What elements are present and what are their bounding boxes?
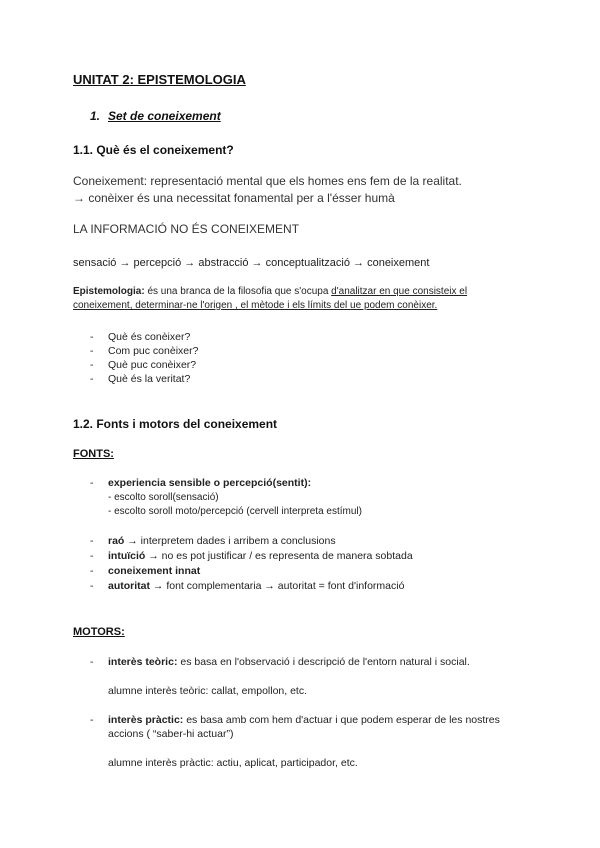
definition-line-1: Coneixement: representació mental que els homes ens fem de la realitat. bbox=[73, 174, 462, 188]
section-number: 1. bbox=[90, 109, 101, 123]
font-experiencia-sub-1: - escolto soroll(sensació) bbox=[108, 492, 219, 503]
section-title: Set de coneixement bbox=[108, 109, 221, 123]
information-statement: LA INFORMACIÓ NO ÉS CONEIXEMENT bbox=[73, 222, 300, 236]
list-bullet: - bbox=[90, 535, 94, 547]
motor-practic bbox=[108, 714, 500, 726]
knowledge-chain: sensació → percepció → abstracció → conceptualització → coneixement bbox=[73, 257, 430, 269]
font-intuicio-term: intuïció bbox=[108, 550, 146, 562]
document-title: UNITAT 2: EPISTEMOLOGIA bbox=[73, 72, 246, 87]
font-autoritat-text: → font complementaria → autoritat = font d'informació bbox=[150, 580, 405, 592]
epistemology-term: Epistemologia: bbox=[73, 286, 145, 297]
font-intuicio bbox=[108, 550, 413, 562]
motor-practic-term: interès pràctic: bbox=[108, 714, 184, 726]
motor-practic-text: es basa amb com hem d'actuar i que podem esperar de les nostres bbox=[183, 714, 500, 726]
font-innat: coneixement innat bbox=[108, 565, 201, 577]
motors-label: MOTORS: bbox=[73, 626, 125, 638]
list-bullet: - bbox=[90, 373, 94, 385]
epistemology-text: és una branca de la filosofia que s'ocupa bbox=[144, 286, 332, 297]
list-bullet: - bbox=[90, 359, 94, 371]
font-autoritat bbox=[108, 580, 404, 592]
list-bullet: - bbox=[90, 550, 94, 562]
motor-practic-text-2: accions ( “saber-hi actuar”) bbox=[108, 728, 234, 740]
list-bullet: - bbox=[90, 714, 94, 726]
motor-teoric bbox=[108, 656, 470, 668]
font-rao bbox=[108, 535, 336, 547]
font-intuicio-text: → no es pot justificar / es representa de manera sobtada bbox=[145, 550, 413, 562]
list-item: Què és conèixer? bbox=[108, 331, 191, 343]
list-bullet: - bbox=[90, 565, 94, 577]
motor-teoric-text: es basa en l'observació i descripció de l'entorn natural i social. bbox=[177, 656, 470, 668]
motor-practic-example: alumne interès pràctic: actiu, aplicat, participador, etc. bbox=[108, 757, 358, 769]
list-bullet: - bbox=[90, 580, 94, 592]
font-rao-term: raó bbox=[108, 535, 125, 547]
definition-line-2: → conèixer és una necessitat fonamental per a l'ésser humà bbox=[73, 191, 395, 205]
font-experiencia-sub-2: - escolto soroll moto/percepció (cervell interpreta estímul) bbox=[108, 506, 362, 517]
fonts-label: FONTS: bbox=[73, 448, 114, 460]
list-bullet: - bbox=[90, 331, 94, 343]
list-item: Què puc conèixer? bbox=[108, 359, 197, 371]
list-item: Què és la veritat? bbox=[108, 373, 191, 385]
section-heading-1 bbox=[90, 109, 221, 123]
list-item: Com puc conèixer? bbox=[108, 345, 199, 357]
font-autoritat-term: autoritat bbox=[108, 580, 150, 592]
list-bullet: - bbox=[90, 345, 94, 357]
font-rao-text: → interpretem dades i arribem a conclusions bbox=[124, 535, 336, 547]
font-experiencia: experiencia sensible o percepció(sentit): bbox=[108, 477, 312, 489]
motor-teoric-example: alumne interès teòric: callat, empollon, etc. bbox=[108, 685, 308, 697]
subheading-1-1: 1.1. Què és el coneixement? bbox=[73, 143, 234, 157]
epistemology-underlined-1: d'analitzar en que consisteix el bbox=[331, 286, 468, 297]
epistemology-line-1 bbox=[73, 286, 467, 297]
motor-teoric-term: interès teòric: bbox=[108, 656, 178, 668]
epistemology-underlined-2: coneixement, determinar-ne l'origen , el mètode i els límits del ue podem conèixer. bbox=[73, 300, 438, 311]
subheading-1-2: 1.2. Fonts i motors del coneixement bbox=[73, 417, 278, 431]
list-bullet: - bbox=[90, 656, 94, 668]
list-bullet: - bbox=[90, 477, 94, 489]
